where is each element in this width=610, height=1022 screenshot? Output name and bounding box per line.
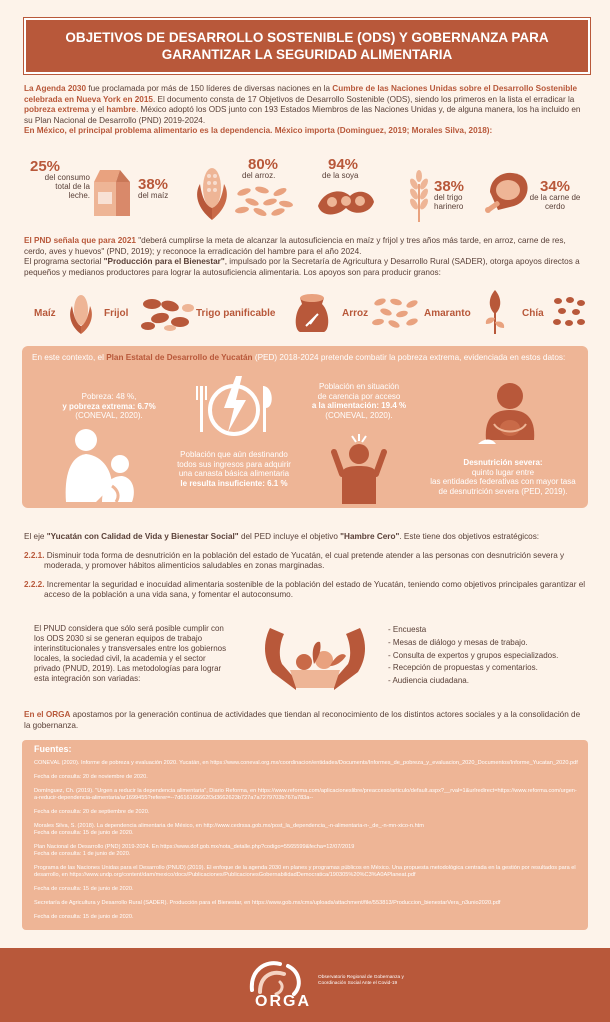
source-date: Fecha de consulta: 15 de junio de 2020. [34, 914, 134, 920]
malnutrition-line-3: las entidades federativas con mayor tasa [430, 477, 576, 486]
grain-label: Maíz [34, 308, 56, 319]
milk-icon [92, 166, 134, 218]
poverty-family-icon [56, 426, 146, 506]
cumbre-label: Cumbre de las Naciones Unidas sobre el Desarrollo Sostenible celebrada en Nueva York en 2015 [24, 84, 578, 104]
import-label: del consumo total de la leche. [44, 173, 90, 200]
extreme-poverty-value: y pobreza extrema: 6.7% [62, 401, 156, 411]
food-access-source: (CONEVAL, 2020). [325, 410, 393, 420]
imports-row [24, 156, 586, 230]
chia-seeds-icon [552, 296, 586, 328]
pnd-text-1: "deberá cumplirse la meta de alcanzar la autosuficiencia en maíz y frijol y tres años más tarde, en arroz, carne de res, cerdo, aves y huevos" (PND, 2019); y reconoce la erradicación del hambre para el año 2024. [24, 236, 566, 256]
orga-logo-text: ORGA [255, 993, 311, 1010]
strategy-item-2 [24, 580, 586, 601]
strategy-text: Incrementar la seguridad e inocuidad alimentaria sostenible de la población del estado de Yucatán, teniendo como objetivos principales garantizar el acceso de la población a una vida sana, y fomentar el autoconsumo. [44, 579, 586, 600]
pnud-text: El PNUD considera que sólo será posible cumplir con los ODS 2030 si se generan equipos de trabajo interinstitucionales y transversales entre los gobiernos locales, la sociedad civil, la academia y el sector privado (PNUD, 2019). Las metodologías para lograr esta integración son variadas: [34, 624, 227, 683]
pnd-lead: El PND señala que para 2021 [24, 236, 136, 245]
sources-panel [22, 740, 588, 930]
intro-text-4: . México adoptó los ODS junto con 193 Estados Miembros de las Naciones Unidas y, de alguna manera, los ha incluido en su Plan Nacional de Desarrollo (PND) 2019-2024. [24, 105, 581, 125]
income-line-4: le resulta insuficiente: 6.1 % [180, 478, 288, 488]
income-line-3: una canasta básica alimentaria [178, 469, 290, 478]
intro-text-1: fue proclamada por más de 150 líderes de diversas naciones en la [86, 84, 333, 93]
strategy-item-1 [24, 551, 586, 572]
food-access-stat [304, 382, 414, 420]
method-item: - Audiencia ciudadana. [388, 676, 469, 686]
ped-intro [32, 353, 577, 364]
agenda-2030-label: La Agenda 2030 [24, 84, 87, 93]
malnutrition-stat [418, 458, 588, 496]
corn-icon [192, 164, 232, 222]
ped-text-1: En este contexto, el [32, 353, 107, 362]
pnd-text-3: , impulsado por la Secretaría de Agricultura y Desarrollo Rural (SADER), otorga apoyos directos a pequeños y medianos productores para lograr la autosuficiencia alimentaria. Los apoyos son para producir granos: [24, 257, 580, 277]
orga-paragraph [24, 710, 586, 731]
intro-text-3: y el [89, 105, 107, 115]
source-entry: CONEVAL (2020). Informe de pobreza y evaluación 2020. Yucatán, en https://www.coneval.org.mx/coordinacion/entidades/Documents/Informes_de_pobreza_y_evaluacion_2020_Documentos/Informe_Yucatan_2020.pdf [34, 760, 578, 766]
import-label: del trigo harinero [434, 193, 464, 211]
import-rice [242, 156, 279, 180]
grain-label: Arroz [342, 308, 369, 319]
method-item: - Recepción de propuestas y comentarios. [388, 663, 538, 673]
methods-list [388, 624, 558, 688]
method-item: - Consulta de expertos y grupos especializados. [388, 650, 559, 660]
intro-paragraph [24, 84, 586, 137]
import-corn [138, 176, 169, 200]
title-banner [24, 18, 590, 74]
corn-icon [66, 292, 96, 334]
sources-heading: Fuentes: [34, 744, 72, 754]
grain-label: Chía [522, 308, 544, 319]
source-date: Fecha de consulta: 15 de junio de 2020. [34, 886, 134, 892]
footer-bar [0, 948, 610, 1022]
malnourished-child-icon [474, 376, 544, 448]
strategy-number: 2.2.1. [24, 550, 45, 560]
wheat-icon [404, 170, 434, 222]
import-soy [322, 156, 359, 180]
source-entry: Programa de las Naciones Unidas para el Desarrollo (PNUD) (2019). El enfoque de la agenda 2030 en planes y programas públicos en México. Una propuesta metodológica centrada en la gestión por resultados para el desarrollo, en https://www.undp.org/content/dam/mexico/docs/Publicaciones/PublicacionesGobernabilidadDemocratica/190305%20%C3%A0APlaneat.pdf [34, 865, 576, 878]
import-pct: 25% [30, 158, 61, 175]
program-name: "Producción para el Bienestar" [103, 257, 225, 267]
import-milk [30, 158, 90, 200]
method-item: - Encuesta [388, 625, 427, 634]
strategy-section [24, 532, 586, 601]
import-pct: 34% [539, 178, 571, 195]
strategy-text-2: del PED incluye el objetivo [238, 532, 341, 541]
import-pork [520, 178, 590, 211]
strategy-text: Disminuir toda forma de desnutrición en la población del estado de Yucatán, el cual pretende atender a las personas con desnutrición severa y moderada, y promover hábitos alimenticios saludables en zonas marginadas. [44, 550, 565, 571]
income-line-2: todos sus ingresos para adquirir [177, 459, 291, 469]
source-date: Fecha de consulta: 15 de junio de 2020. [34, 830, 134, 836]
hands-vegetables-icon [256, 620, 374, 700]
hambre-label: hambre [106, 105, 136, 115]
rice-icon [234, 184, 296, 218]
strategy-intro [24, 532, 586, 543]
grain-label: Amaranto [424, 308, 471, 319]
poverty-source: (CONEVAL, 2020). [75, 411, 143, 420]
pobreza-label: pobreza extrema [24, 105, 90, 115]
grains-row [24, 288, 586, 336]
ped-plan-name: Plan Estatal de Desarrollo de Yucatán [106, 353, 253, 362]
pnd-paragraph [24, 236, 586, 278]
source-entry: Domínguez, Ch. (2019). "Urgen a reducir la dependencia alimentaria", Diario Reforma, en https://www.reforma.com/aplicacioneslibre/preacceso/articulo/default.aspx?__rval=1&urlredirect=https://www.reforma.com/urgen-a-reducir-dependencia-alimentaria/ar1699455?referer=--7d616165662f3d3662623b727a7a7279703b767a783a-- [34, 788, 577, 801]
ped-panel [22, 346, 588, 508]
source-date: Fecha de consulta: 20 de septiembre de 2020. [34, 809, 150, 815]
title-line-2: GARANTIZAR LA SEGURIDAD ALIMENTARIA [161, 47, 453, 62]
rice-icon [370, 296, 422, 330]
source-date: Fecha de consulta: 1 de junio de 2020. [34, 851, 131, 857]
grain-label: Trigo panificable [196, 308, 276, 319]
source-entry: Plan Nacional de Desarrollo (PND) 2019-2024. En https://www.dof.gob.mx/nota_detalle.php?codigo=5565599&fecha=12/07/2019 [34, 844, 355, 850]
objective-name: "Hambre Cero" [340, 532, 400, 541]
distressed-person-icon [328, 430, 390, 504]
intro-text-2: . El documento consta de 17 Objetivos de Desarrollo Sostenible (ODS), siendo los primeros en la lista el erradicar la [152, 94, 575, 104]
food-access-line-3: a la alimentación: 19.4 % [311, 401, 407, 410]
malnutrition-line-1: Desnutrición severa: [463, 458, 543, 467]
source-date: Fecha de consulta: 20 de noviembre de 2020. [34, 774, 148, 780]
strategy-number: 2.2.2. [24, 579, 45, 589]
orga-text: apostamos por la generación continua de actividades que tiendan al reconocimiento de los distintos actores sociales y a la consolidación de la gobernanza. [24, 710, 581, 730]
import-label: del maíz [138, 191, 169, 200]
grain-label: Frijol [104, 308, 129, 319]
source-entry: Morales Silva, S. (2018). La dependencia alimentaria de México, en http://www.cedrssa.gob.mx/post_la_dependencia_-n-alimentaria-n-_de_-n-mn-xico-n.htm [34, 823, 424, 829]
orga-logo-icon [244, 956, 304, 998]
ped-text-2: (PED) 2018-2024 pretende combatir la pobreza extrema, evidenciada en estos datos: [252, 353, 566, 362]
food-access-line-2: de carencia por acceso [317, 391, 401, 401]
flour-sack-icon [292, 290, 332, 334]
income-line-1: Población que aún destinando [180, 450, 288, 459]
malnutrition-line-4: de desnutrición severa (PED, 2019). [438, 486, 568, 496]
title-line-1: OBJETIVOS DE DESARROLLO SOSTENIBLE (ODS) Y GOBERNANZA PARA [65, 30, 549, 45]
pnd-text-2: El programa sectorial [24, 257, 104, 267]
income-stat [154, 450, 314, 488]
orga-subtitle: Observatorio Regional de Gobernanza y Coordinación Social Ante el Covid-19 [318, 975, 404, 986]
malnutrition-line-2: quinto lugar entre [471, 467, 535, 477]
import-pct: 94% [328, 156, 359, 173]
amaranth-icon [482, 288, 508, 334]
import-label: del arroz. [242, 171, 276, 180]
strategy-text-1: El eje [24, 532, 47, 541]
mexico-imports-lead: En México, el principal problema alimentario es la dependencia. México importa (Dominguez, 2019; Morales Silva, 2018): [24, 126, 493, 136]
import-pct: 38% [138, 176, 169, 193]
import-label: de la carne de cerdo [529, 193, 581, 211]
empty-plate-icon [192, 374, 276, 438]
source-entry: Secretaría de Agricultura y Desarrollo Rural (SADER). Producción para el Bienestar, en https://www.gob.mx/cms/uploads/attachment/file/553813/Produccion_bienestarVera_n3unio2020.pdf [34, 900, 501, 906]
method-item: - Mesas de diálogo y mesas de trabajo. [388, 637, 528, 647]
poverty-stat [34, 392, 184, 421]
import-pct: 80% [248, 156, 279, 173]
poverty-value: Pobreza: 48 %, [81, 392, 137, 401]
orga-lead: En el ORGA [24, 710, 71, 719]
bean-icon [140, 296, 198, 332]
strategy-text-3: . Este tiene dos objetivos estratégicos: [399, 532, 540, 541]
soy-icon [314, 186, 378, 220]
import-label: de la soya [322, 171, 359, 180]
import-pct: 38% [434, 178, 465, 195]
axis-name: "Yucatán con Calidad de Vida y Bienestar Social" [46, 532, 239, 541]
food-access-line-1: Población en situación [318, 382, 400, 391]
import-wheat [434, 178, 484, 211]
pnud-section [24, 620, 586, 700]
